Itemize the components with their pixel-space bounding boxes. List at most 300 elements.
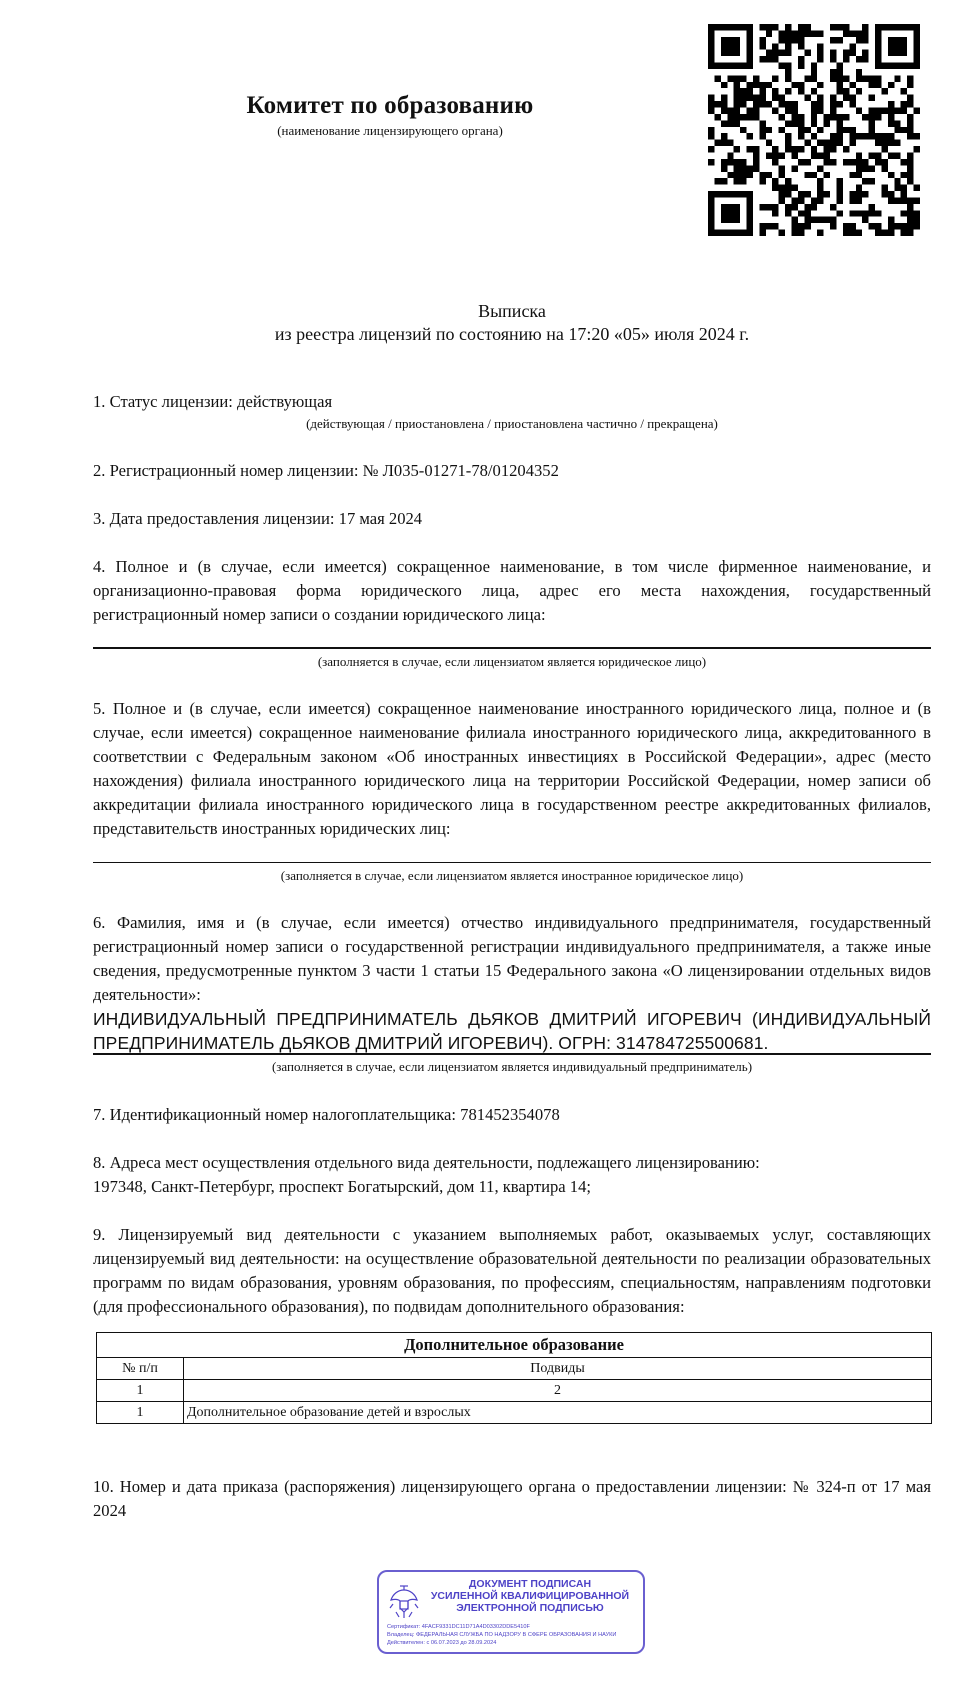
qr-module xyxy=(894,108,900,114)
qr-module xyxy=(881,133,887,139)
qr-module xyxy=(804,210,810,216)
qr-module xyxy=(779,50,785,56)
qr-module xyxy=(727,204,733,210)
qr-module xyxy=(714,191,720,197)
qr-module xyxy=(888,191,894,197)
qr-module xyxy=(811,75,817,81)
qr-module xyxy=(792,146,798,152)
qr-module xyxy=(843,50,849,56)
qr-module xyxy=(881,191,887,197)
qr-module xyxy=(817,56,823,62)
qr-module xyxy=(914,43,920,49)
qr-module xyxy=(798,127,804,133)
qr-module xyxy=(888,114,894,120)
qr-module xyxy=(875,30,881,36)
electronic-signature-stamp xyxy=(377,1570,645,1654)
qr-module xyxy=(907,75,913,81)
qr-module xyxy=(869,82,875,88)
qr-module xyxy=(785,146,791,152)
qr-module xyxy=(836,191,842,197)
qr-module xyxy=(714,75,720,81)
qr-module xyxy=(856,56,862,62)
qr-module xyxy=(714,101,720,107)
qr-module xyxy=(792,152,798,158)
qr-module xyxy=(785,43,791,49)
qr-module xyxy=(721,191,727,197)
qr-module xyxy=(869,95,875,101)
qr-module xyxy=(804,204,810,210)
qr-module xyxy=(792,165,798,171)
qr-module xyxy=(914,210,920,216)
qr-module xyxy=(849,82,855,88)
qr-module xyxy=(849,210,855,216)
qr-module xyxy=(753,159,759,165)
qr-module xyxy=(785,88,791,94)
qr-module xyxy=(734,24,740,30)
item-inn: 7. Идентификационный номер налогоплательщика: 781452354078 xyxy=(93,1105,560,1124)
qr-module xyxy=(798,30,804,36)
qr-module xyxy=(721,95,727,101)
qr-module xyxy=(772,24,778,30)
qr-module xyxy=(747,114,753,120)
qr-module xyxy=(747,223,753,229)
qr-module xyxy=(817,50,823,56)
qr-module xyxy=(798,56,804,62)
qr-module xyxy=(875,37,881,43)
qr-module xyxy=(798,120,804,126)
qr-module xyxy=(907,197,913,203)
qr-module xyxy=(811,63,817,69)
qr-module xyxy=(785,30,791,36)
qr-module xyxy=(759,82,765,88)
qr-module xyxy=(779,114,785,120)
qr-module xyxy=(849,223,855,229)
qr-module xyxy=(747,197,753,203)
qr-module xyxy=(708,197,714,203)
qr-module xyxy=(836,101,842,107)
qr-module xyxy=(734,37,740,43)
qr-module xyxy=(862,133,868,139)
qr-module xyxy=(747,172,753,178)
qr-module xyxy=(727,114,733,120)
stamp-title xyxy=(423,1578,637,1614)
qr-module xyxy=(759,133,765,139)
qr-module xyxy=(862,159,868,165)
qr-module xyxy=(753,108,759,114)
qr-module xyxy=(849,140,855,146)
qr-module xyxy=(836,37,842,43)
qr-module xyxy=(772,75,778,81)
qr-module xyxy=(907,120,913,126)
qr-module xyxy=(734,191,740,197)
qr-module xyxy=(856,191,862,197)
stamp-title-line-3: ЭЛЕКТРОННОЙ ПОДПИСЬЮ xyxy=(456,1602,604,1614)
qr-module xyxy=(740,101,746,107)
qr-module xyxy=(804,24,810,30)
qr-module xyxy=(753,95,759,101)
stamp-title-line-2: УСИЛЕННОЙ КВАЛИФИЦИРОВАННОЙ xyxy=(430,1590,630,1602)
qr-module xyxy=(907,133,913,139)
qr-module xyxy=(830,223,836,229)
qr-module xyxy=(869,120,875,126)
qr-module xyxy=(804,159,810,165)
qr-module xyxy=(740,172,746,178)
qr-module xyxy=(811,120,817,126)
stamp-owner: Владелец: ФЕДЕРАЛЬНАЯ СЛУЖБА ПО НАДЗОРУ В СФЕРЕ ОБРАЗОВАНИЯ И НАУКИ xyxy=(387,1632,617,1638)
qr-module xyxy=(734,82,740,88)
qr-module xyxy=(727,120,733,126)
table-index-1: 1 xyxy=(97,1380,184,1402)
qr-module xyxy=(856,230,862,236)
qr-module xyxy=(747,133,753,139)
qr-module xyxy=(862,210,868,216)
qr-module xyxy=(914,133,920,139)
qr-module xyxy=(759,56,765,62)
qr-module xyxy=(766,172,772,178)
qr-module xyxy=(881,24,887,30)
qr-module xyxy=(798,114,804,120)
qr-module xyxy=(862,37,868,43)
qr-module xyxy=(785,204,791,210)
qr-module xyxy=(785,50,791,56)
qr-module xyxy=(727,230,733,236)
qr-module xyxy=(798,63,804,69)
qr-module xyxy=(721,50,727,56)
qr-module xyxy=(907,24,913,30)
qr-module xyxy=(894,63,900,69)
qr-module xyxy=(907,210,913,216)
qr-module xyxy=(708,37,714,43)
qr-module xyxy=(727,210,733,216)
qr-module xyxy=(792,185,798,191)
qr-module xyxy=(740,230,746,236)
qr-module xyxy=(759,223,765,229)
qr-module xyxy=(792,120,798,126)
qr-module xyxy=(888,152,894,158)
qr-module xyxy=(817,140,823,146)
qr-module xyxy=(772,146,778,152)
qr-module xyxy=(907,217,913,223)
qr-module xyxy=(836,88,842,94)
qr-module xyxy=(843,30,849,36)
qr-module xyxy=(817,82,823,88)
qr-module xyxy=(804,95,810,101)
qr-module xyxy=(727,43,733,49)
qr-module xyxy=(708,223,714,229)
qr-module xyxy=(811,204,817,210)
qr-module xyxy=(759,120,765,126)
qr-module xyxy=(830,204,836,210)
qr-module xyxy=(747,24,753,30)
qr-module xyxy=(721,217,727,223)
qr-module xyxy=(714,24,720,30)
qr-module xyxy=(721,178,727,184)
qr-module xyxy=(798,88,804,94)
qr-module xyxy=(779,101,785,107)
qr-module xyxy=(708,56,714,62)
qr-module xyxy=(836,82,842,88)
qr-module xyxy=(766,24,772,30)
qr-module xyxy=(779,230,785,236)
qr-module xyxy=(849,197,855,203)
qr-module xyxy=(766,56,772,62)
qr-module xyxy=(914,197,920,203)
qr-module xyxy=(907,165,913,171)
qr-module xyxy=(811,108,817,114)
document-title xyxy=(0,300,974,346)
qr-module xyxy=(734,75,740,81)
qr-module xyxy=(747,165,753,171)
qr-module xyxy=(708,204,714,210)
qr-module xyxy=(843,127,849,133)
qr-module xyxy=(836,63,842,69)
qr-module xyxy=(875,75,881,81)
qr-module xyxy=(721,204,727,210)
qr-module xyxy=(824,140,830,146)
item-order: 10. Номер и дата приказа (распоряжения) лицензирующего органа о предоставлении лицензии: № 324-п от 17 мая 2024 xyxy=(93,1477,931,1520)
qr-module xyxy=(734,159,740,165)
qr-module xyxy=(824,159,830,165)
qr-module xyxy=(862,56,868,62)
qr-module xyxy=(830,69,836,75)
qr-module xyxy=(824,172,830,178)
qr-module xyxy=(734,178,740,184)
qr-module xyxy=(856,172,862,178)
item-address-label: 8. Адреса мест осуществления отдельного вида деятельности, подлежащего лицензированию: xyxy=(93,1153,760,1172)
qr-module xyxy=(792,217,798,223)
qr-module xyxy=(727,24,733,30)
qr-module xyxy=(869,152,875,158)
qr-module xyxy=(734,101,740,107)
qr-module xyxy=(721,120,727,126)
qr-module xyxy=(798,24,804,30)
qr-module xyxy=(740,24,746,30)
qr-module xyxy=(836,140,842,146)
individual-caption: (заполняется в случае, если лицензиатом является индивидуальный предприниматель) xyxy=(271,1059,753,1074)
qr-module xyxy=(734,217,740,223)
qr-module xyxy=(914,50,920,56)
qr-module xyxy=(747,88,753,94)
qr-module xyxy=(849,127,855,133)
qr-module xyxy=(901,127,907,133)
qr-module xyxy=(804,75,810,81)
qr-module xyxy=(785,120,791,126)
qr-module xyxy=(907,159,913,165)
qr-module xyxy=(843,75,849,81)
qr-module xyxy=(792,101,798,107)
qr-module xyxy=(779,172,785,178)
qr-module xyxy=(856,133,862,139)
qr-module xyxy=(830,159,836,165)
qr-module xyxy=(894,75,900,81)
qr-module xyxy=(708,101,714,107)
qr-module xyxy=(875,159,881,165)
qr-module xyxy=(721,43,727,49)
qr-module xyxy=(862,217,868,223)
qr-module xyxy=(747,30,753,36)
qr-module xyxy=(740,75,746,81)
qr-module xyxy=(747,82,753,88)
qr-module xyxy=(708,24,714,30)
qr-module xyxy=(708,108,714,114)
qr-module xyxy=(792,30,798,36)
qr-module xyxy=(817,185,823,191)
qr-module xyxy=(785,140,791,146)
qr-module xyxy=(772,88,778,94)
table-cell-subtype: Дополнительное образование детей и взрослых xyxy=(184,1402,932,1424)
qr-module xyxy=(759,204,765,210)
qr-module xyxy=(881,159,887,165)
qr-module xyxy=(747,37,753,43)
qr-module xyxy=(766,152,772,158)
qr-module xyxy=(894,140,900,146)
qr-module xyxy=(721,82,727,88)
qr-module xyxy=(830,133,836,139)
qr-module xyxy=(907,82,913,88)
qr-module xyxy=(888,197,894,203)
qr-module xyxy=(836,69,842,75)
qr-module xyxy=(714,114,720,120)
qr-module xyxy=(785,108,791,114)
qr-module xyxy=(792,37,798,43)
qr-module xyxy=(811,197,817,203)
qr-module xyxy=(772,204,778,210)
qr-module xyxy=(894,197,900,203)
qr-module xyxy=(727,37,733,43)
qr-module xyxy=(901,24,907,30)
qr-module xyxy=(772,159,778,165)
qr-module xyxy=(759,101,765,107)
qr-module xyxy=(772,210,778,216)
qr-module xyxy=(914,63,920,69)
qr-module xyxy=(785,63,791,69)
qr-module xyxy=(856,197,862,203)
qr-module xyxy=(747,217,753,223)
qr-module xyxy=(869,165,875,171)
qr-module xyxy=(727,191,733,197)
qr-module xyxy=(708,43,714,49)
qr-module xyxy=(766,50,772,56)
qr-module xyxy=(849,191,855,197)
qr-module xyxy=(721,230,727,236)
qr-module xyxy=(824,217,830,223)
item-individual: 6. Фамилия, имя и (в случае, если имеется) отчество индивидуального предпринимателя, государственный регистрационный номер записи о государственной регистрации индивидуального предпринимателя, а также иные сведения, предусмотренные пунктом 3 части 1 статьи 15 Федерального закона «О лицензировании отдельных видов деятельности»: xyxy=(93,913,931,1004)
qr-module xyxy=(875,133,881,139)
qr-module xyxy=(798,210,804,216)
qr-module xyxy=(869,127,875,133)
qr-module xyxy=(766,30,772,36)
qr-module xyxy=(721,133,727,139)
qr-module xyxy=(804,191,810,197)
qr-module xyxy=(772,43,778,49)
qr-module xyxy=(747,63,753,69)
qr-module xyxy=(811,30,817,36)
qr-module xyxy=(907,114,913,120)
qr-module xyxy=(869,204,875,210)
qr-module xyxy=(785,24,791,30)
foreign-entity-line xyxy=(93,862,931,863)
qr-module xyxy=(836,127,842,133)
qr-module xyxy=(894,37,900,43)
table-header-number: № п/п xyxy=(97,1358,184,1380)
qr-module xyxy=(798,133,804,139)
qr-module xyxy=(888,140,894,146)
qr-module xyxy=(811,133,817,139)
qr-module xyxy=(836,178,842,184)
qr-module xyxy=(740,127,746,133)
qr-module xyxy=(901,43,907,49)
qr-module xyxy=(856,30,862,36)
qr-module xyxy=(881,108,887,114)
qr-module xyxy=(817,30,823,36)
qr-module xyxy=(785,37,791,43)
title-line-2: из реестра лицензий по состоянию на 17:20 «05» июля 2024 г. xyxy=(274,324,750,344)
qr-module xyxy=(901,159,907,165)
item-activity: 9. Лицензируемый вид деятельности с указанием выполняемых работ, оказываемых услуг, составляющих лицензируемый вид деятельности: на осуществление образовательной деятельности по реализации образовательных программ по видам образования, уровням образования, по профессиям, специальностям, направлениям подготовки (для профессионального образования), по подвидам дополнительного образования: xyxy=(93,1225,931,1316)
qr-module xyxy=(907,95,913,101)
qr-module xyxy=(843,159,849,165)
qr-module xyxy=(772,108,778,114)
item-reg-number: 2. Регистрационный номер лицензии: № Л035-01271-78/01204352 xyxy=(93,461,559,480)
qr-module xyxy=(888,37,894,43)
qr-module xyxy=(734,63,740,69)
qr-module xyxy=(901,210,907,216)
qr-module xyxy=(792,197,798,203)
table-header-subtypes: Подвиды xyxy=(184,1358,932,1380)
qr-module xyxy=(753,82,759,88)
table-index-2: 2 xyxy=(184,1380,932,1402)
qr-module xyxy=(830,56,836,62)
qr-module xyxy=(740,178,746,184)
qr-module xyxy=(798,82,804,88)
qr-module xyxy=(875,210,881,216)
qr-module xyxy=(888,101,894,107)
qr-module xyxy=(740,165,746,171)
qr-module xyxy=(907,172,913,178)
qr-module xyxy=(856,88,862,94)
qr-module xyxy=(817,127,823,133)
qr-module xyxy=(747,230,753,236)
qr-module xyxy=(849,230,855,236)
qr-module xyxy=(849,43,855,49)
qr-module xyxy=(862,24,868,30)
qr-module xyxy=(843,114,849,120)
qr-module xyxy=(721,140,727,146)
qr-module xyxy=(869,210,875,216)
qr-module xyxy=(817,230,823,236)
qr-module xyxy=(830,75,836,81)
qr-module xyxy=(888,108,894,114)
qr-module xyxy=(849,172,855,178)
qr-module xyxy=(804,223,810,229)
qr-module xyxy=(734,210,740,216)
qr-module xyxy=(759,178,765,184)
qr-module xyxy=(759,88,765,94)
qr-module xyxy=(914,108,920,114)
qr-module xyxy=(888,43,894,49)
qr-module xyxy=(727,217,733,223)
qr-module xyxy=(901,230,907,236)
qr-module xyxy=(830,114,836,120)
qr-module xyxy=(843,146,849,152)
activity-table xyxy=(96,1332,932,1424)
qr-module xyxy=(888,120,894,126)
qr-module xyxy=(740,88,746,94)
qr-module xyxy=(804,30,810,36)
authority-name: Комитет по образованию xyxy=(246,92,534,119)
qr-module xyxy=(856,159,862,165)
qr-module xyxy=(785,191,791,197)
